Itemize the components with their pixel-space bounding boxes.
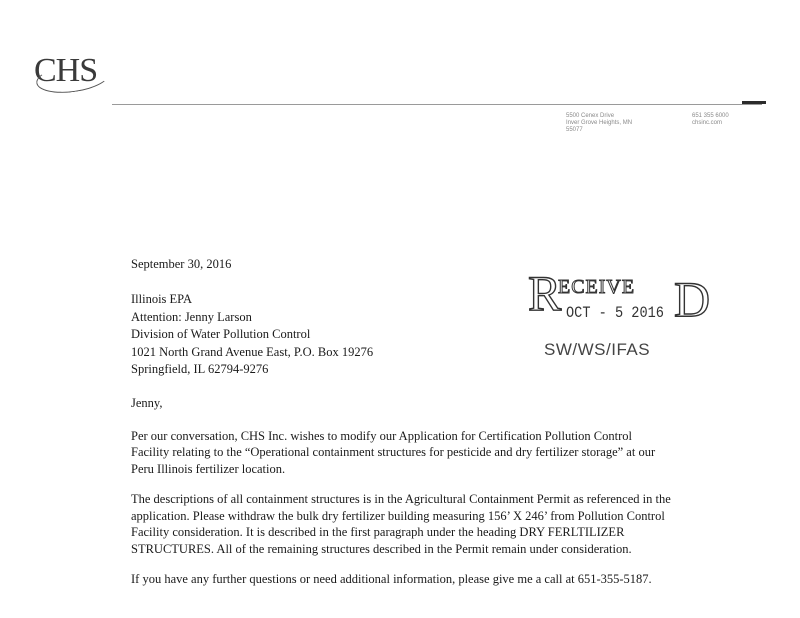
address-line: 55077: [566, 127, 583, 133]
letterhead-rule: [112, 104, 762, 105]
recipient-line: Springfield, IL 62794-9276: [131, 362, 269, 376]
recipient-line: 1021 North Grand Avenue East, P.O. Box 19276: [131, 344, 374, 359]
letter-paragraph: Per our conversation, CHS Inc. wishes to modify our Application for Certification Pollution Control Facility relating to the “Operational containment structures for pesticide and dry fertilizer storage” at our Peru Illinois fertilizer location.: [131, 428, 656, 476]
logo-text: CHS: [34, 52, 98, 89]
letter-paragraph: The descriptions of all containment structures is in the Agricultural Containment Permit as referenced in the application. Please withdraw the bulk dry fertilizer building measuring 156’ X 246’ from Pollution Control Facility consideration. It is described in the first paragraph under the heading DRY FERLTILIZER STRUCTURES. All of the remaining structures described in the Permit remain under consideration.: [131, 492, 671, 556]
recipient-line: Attention: Jenny Larson: [131, 309, 252, 324]
contact-website: chsinc.com: [692, 120, 723, 126]
salutation: Jenny,: [131, 395, 163, 410]
letter-paragraph: If you have any further questions or need additional information, please give me a call at 651-355-5187.: [131, 572, 652, 586]
letterhead-contact: [692, 113, 772, 127]
recipient-line: Division of Water Pollution Control: [131, 327, 311, 341]
letter-date: September 30, 2016: [131, 257, 232, 271]
stamp-department: SW/WS/IFAS: [544, 340, 651, 359]
letterhead-address: [566, 113, 666, 134]
stamp-date: OCT - 5 2016: [566, 304, 664, 322]
stamp-word: ECEIVE: [558, 276, 636, 298]
contact-phone: 651 355 6000: [692, 113, 729, 119]
letter-body: [131, 256, 671, 602]
address-line: 5500 Cenex Drive: [566, 113, 615, 119]
recipient-line: Illinois EPA: [131, 292, 193, 306]
recipient-block: [131, 291, 671, 379]
address-line: Inver Grove Heights, MN: [566, 120, 633, 126]
stamp-last-letter: D: [674, 271, 711, 327]
stamp-first-letter: R: [528, 265, 562, 321]
letterhead-rule-accent: [742, 101, 766, 104]
